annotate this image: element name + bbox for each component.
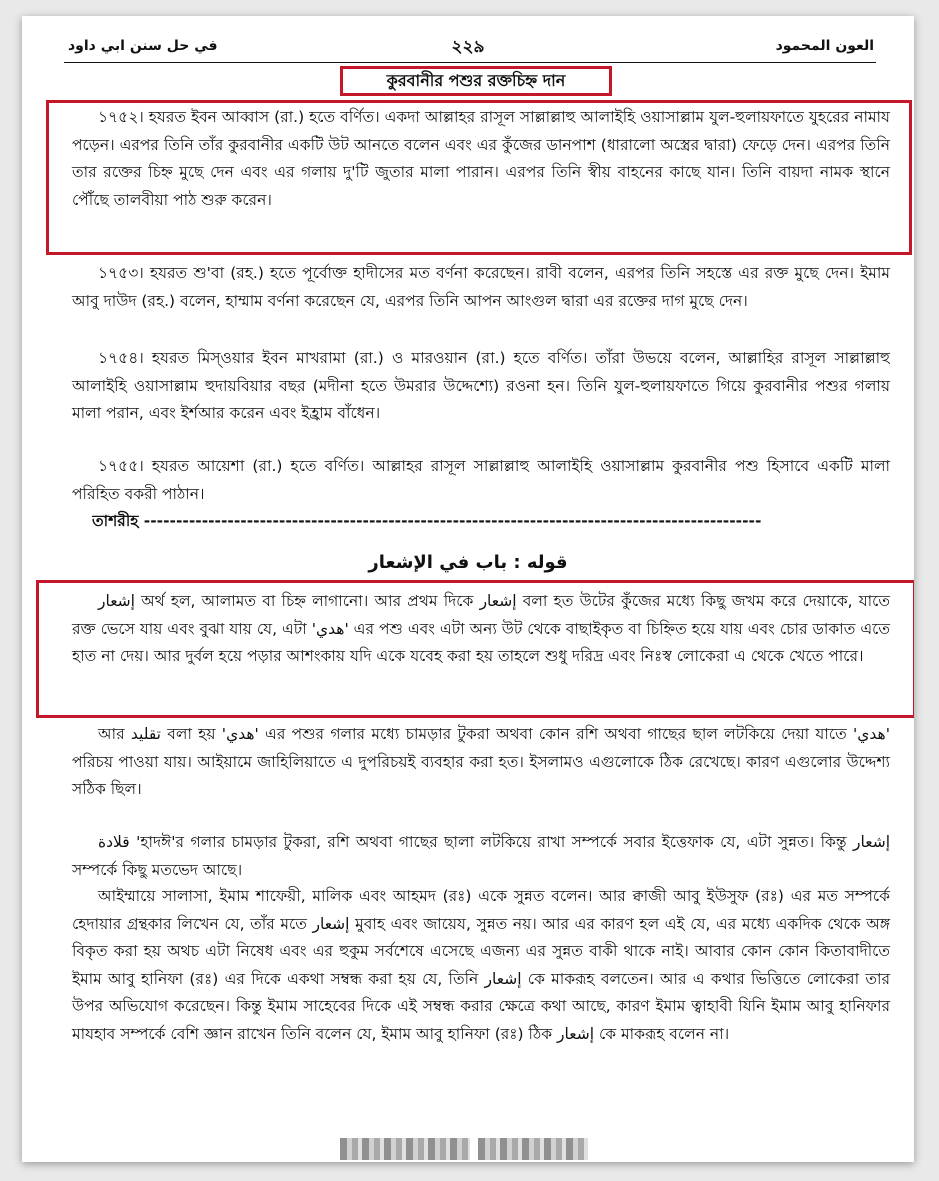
blurred-footer-mark-right xyxy=(478,1138,588,1160)
blurred-footer-mark-left xyxy=(340,1138,470,1160)
chapter-title-highlight xyxy=(340,66,612,96)
para-ishar-meaning xyxy=(72,588,890,671)
para-qiladah-text: قلادة 'হাদঈ'র গলার চামড়ার টুকরা, রশি অথবা গাছের ছালা লটকিয়ে রাখা সম্পর্কে সবার ইত্তেফাক যে, এটা সুন্নত। কিন্তু إشعار সম্পর্কে কিছু মতভেদ আছে। xyxy=(72,833,890,879)
para-taqlid xyxy=(72,721,890,804)
chapter-title: কুরবানীর পশুর রক্তচিহ্ন দান xyxy=(386,71,566,90)
hadith-1754-text: ১৭৫৪। হযরত মিস্ওয়ার ইবন মাখরামা (রা.) ও মারওয়ান (রা.) হতে বর্ণিত। তাঁরা উভয়ে বলেন, আল্লাহির রাসূল সাল্লাল্লাহু আলাইহি ওয়াসাল্লাম হুদায়বিয়ার বছর (মদীনা হতে উমরার উদ্দেশ্যে) রওনা হন। তিনি যুল-হুলায়ফাতে গিয়ে কুরবানীর পশুর গলায় মালা পরান, এবং ইর্শআর করেন এবং ইহ্রাম বাঁধেন। xyxy=(72,349,890,423)
tashrih-label: তাশরীহ ------------------------------------------------------------------------------------------------ xyxy=(92,512,762,530)
hadith-1755 xyxy=(72,453,890,508)
document-page xyxy=(22,16,914,1162)
hadith-1754 xyxy=(72,345,890,428)
para-ishar-meaning-text: إشعار অর্থ হল, আলামত বা চিহ্ন লাগানো। আর প্রথম দিকে إشعار বলা হত উটের কুঁজের মধ্যে কিছু জখম করে দেয়াকে, যাতে রক্ত ভেসে যায় এবং বুঝা যায় যে, এটা 'هدي' এর পশু এবং এটা অন্য উট থেকে বাছাইকৃত বা চিহ্নিত হয়ে যায় এবং চোর ডাকাত এতে হাত না দেয়। আর দুর্বল হয়ে পড়ার আশংকায় যদি একে যবেহ করা হয় তাহলে শুধু দরিদ্র এবং নিঃস্ব লোকেরা এ থেকে খেতে পারে। xyxy=(72,592,890,666)
hadith-1753 xyxy=(72,260,890,315)
hadith-1755-text: ১৭৫৫। হযরত আয়েশা (রা.) হতে বর্ণিত। আল্লাহর রাসূল সাল্লাল্লাহু আলাইহি ওয়াসাল্লাম কুরবানীর পশু হিসাবে একটি মালা পরিহিত বকরী পাঠান। xyxy=(72,457,890,503)
page-number: ২২৯ xyxy=(451,37,485,57)
hadith-1752-text: ১৭৫২। হযরত ইবন আব্বাস (রা.) হতে বর্ণিত। একদা আল্লাহর রাসূল সাল্লাল্লাহু আলাইহি ওয়াসাল্লাম যুল-হুলায়ফাতে যুহরের নামায পড়েন। এরপর তিনি তাঁর কুরবানীর একটি উট আনতে বলেন এবং এর কুঁজের ডানপাশ (ধারালো অস্ত্রের দ্বারা) ফেড়ে দেন। এরপর তিনি তার রক্তের চিহ্ন মুছে দেন এবং এর গলায় দু'টি জুতার মালা পারান। এরপর তিনি স্বীয় বাহনের কাছে যান। তিনি বায়দা নামক স্থানে পৌঁছে তালবীয়া পাঠ শুরু করেন। xyxy=(72,108,890,209)
para-taqlid-text: আর تقليد বলা হয় 'هدي' এর পশুর গলার মধ্যে চামড়ার টুকরা অথবা কোন রশি অথবা গাছের ছাল লটকিয়ে দেয়া যাতে 'هدي' পরিচয় পাওয়া যায়। আইয়ামে জাহিলিয়াতে এ দুপরিচয়ই ব্যবহার করা হত। ইসলামও এগুলোকে ঠিক রেখেছে। কারণ এগুলোর উদ্দেশ্য সঠিক ছিল। xyxy=(72,725,890,799)
para-aimmah xyxy=(72,883,890,1049)
hadith-1752 xyxy=(72,104,890,214)
para-qiladah xyxy=(72,829,890,884)
header-right-title: العون المحمود xyxy=(775,38,874,54)
header-rule xyxy=(64,62,876,63)
qawluhu-heading: قوله : باب في الإشعار xyxy=(368,552,568,573)
hadith-1753-text: ১৭৫৩। হযরত শু'বা (রহ.) হতে পূর্বোক্ত হাদীসের মত বর্ণনা করেছেন। রাবী বলেন, এরপর তিনি সহস্তে এর রক্ত মুছে দেন। ইমাম আবু দাউদ (রহ.) বলেন, হাম্মাম বর্ণনা করেছেন যে, এরপর তিনি আপন আংগুল দ্বারা এর রক্তের দাগ মুছে দেন। xyxy=(72,264,890,310)
para-aimmah-text: আইম্মায়ে সালাসা, ইমাম শাফেয়ী, মালিক এবং আহমদ (রঃ) একে সুন্নত বলেন। আর ক্বাজী আবু ইউসুফ (রঃ) এর মত সম্পর্কে হেদায়ার গ্রন্থকার লিখেন যে, তাঁর মতে إشعار মুবাহ এবং জায়েয, সুন্নত নয়। আর এর কারণ হল এই যে, এর মধ্যে একদিক থেকে অঙ্গ বিকৃত করা হয় অথচ এটা নিষেধ এবং এর হুকুম সর্বশেষে এসেছে এজন্য এর সুন্নত বাকী থাকে নাই। আবার কোন কোন কিতাবাদীতে ইমাম আবু হানিফা (রঃ) এর দিকে একথা সম্বন্ধ করা হয় যে, তিনি إشعار কে মাকরূহ বলতেন। আর এ কথার ভিত্তিতে লোকেরা তার উপর অভিযোগ করেছেন। কিন্তু ইমাম সাহেবের দিকে এই সম্বন্ধ করার ক্ষেত্রে কথা আছে, কারণ ইমাম ত্বাহাবী যিনি ইমাম আবু হানিফার মাযহাব সম্পর্কে বেশি জ্ঞান রাখেন তিনি বলেন যে, ইমাম আবু হানিফা (রঃ) ঠিক إشعار কে মাকরূহ বলেন না। xyxy=(72,887,890,1043)
header-left-title: في حل سنن ابي داود xyxy=(68,38,218,54)
